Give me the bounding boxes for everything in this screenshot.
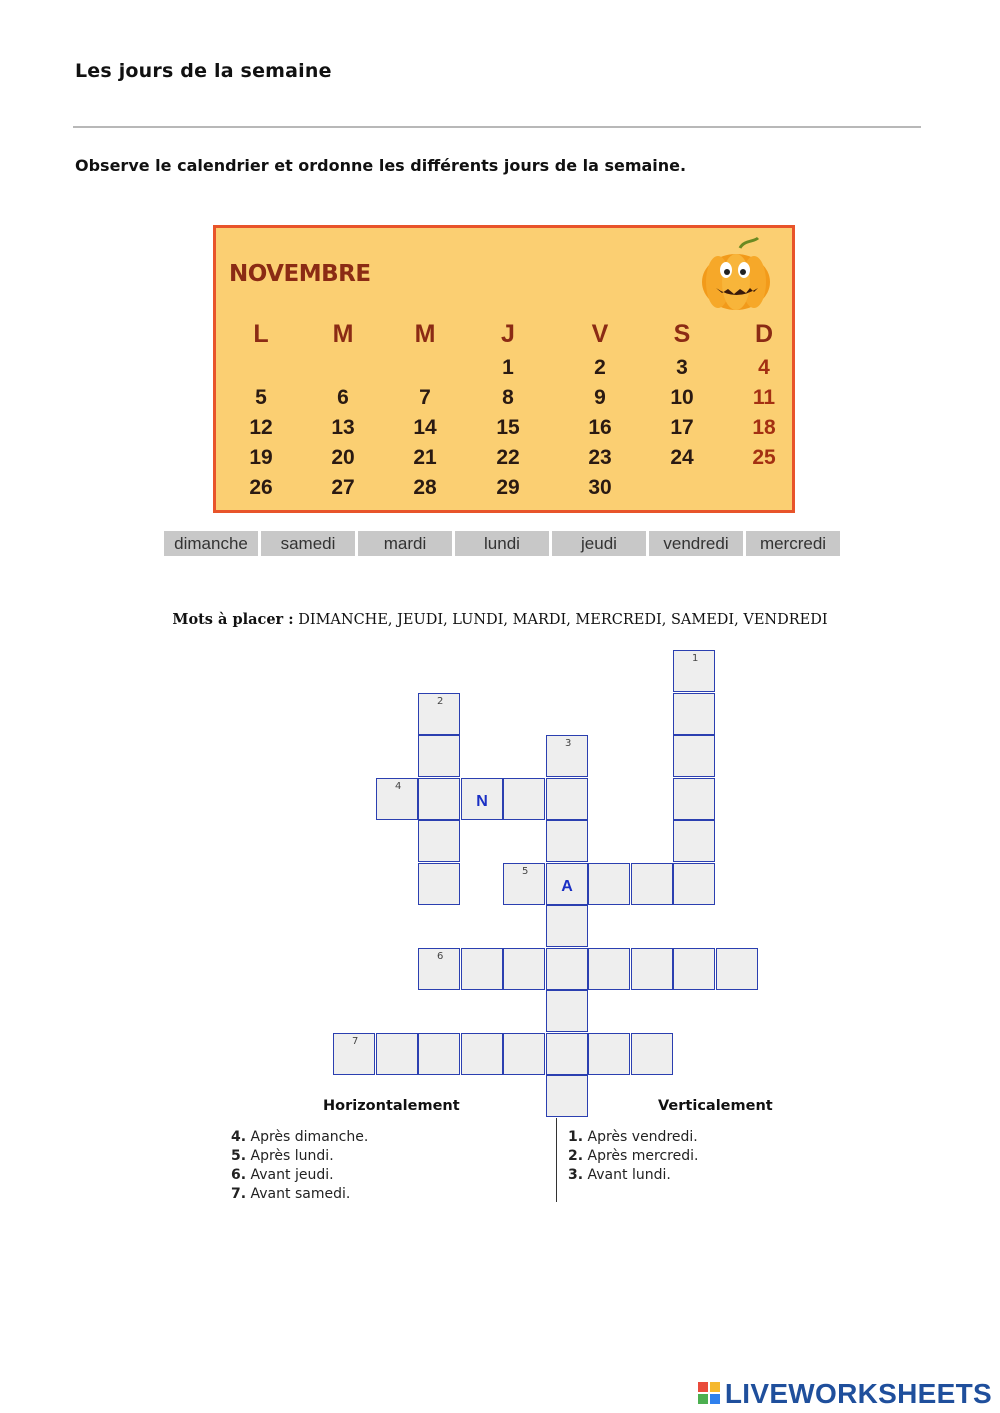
crossword-cell[interactable] — [503, 1033, 545, 1075]
clue-horizontal-7: 7. Avant samedi. — [231, 1186, 351, 1202]
calendar-day: 30 — [588, 476, 612, 499]
crossword-letter-input[interactable] — [632, 864, 672, 904]
drag-word-dimanche[interactable]: dimanche — [164, 531, 258, 556]
crossword-letter-input[interactable] — [334, 1034, 374, 1074]
crossword-given-letter — [547, 864, 587, 904]
crossword-cell — [461, 778, 503, 820]
liveworksheets-logo-icon — [698, 1382, 720, 1404]
crossword-cell[interactable] — [588, 863, 630, 905]
crossword-letter-input[interactable] — [419, 821, 459, 861]
pumpkin-icon — [696, 236, 776, 316]
calendar-weekday-header: J — [501, 320, 515, 348]
crossword-cell[interactable] — [588, 948, 630, 990]
crossword-letter-input[interactable] — [674, 694, 714, 734]
crossword-cell[interactable] — [418, 1033, 460, 1075]
calendar-day: 18 — [752, 416, 776, 439]
crossword-letter-input[interactable] — [504, 949, 544, 989]
crossword-cell[interactable] — [673, 948, 715, 990]
crossword-letter-input[interactable] — [717, 949, 757, 989]
crossword-cell[interactable] — [673, 650, 715, 692]
calendar-day: 22 — [496, 446, 520, 469]
calendar-day: 19 — [249, 446, 273, 469]
crossword-letter-input[interactable] — [419, 779, 459, 819]
brand-name: LIVEWORKSHEETS — [724, 1378, 992, 1409]
crossword-letter-input[interactable] — [462, 949, 502, 989]
crossword-cell — [546, 863, 588, 905]
calendar-weekday-header: V — [591, 320, 609, 348]
horizontal-clues-title: Horizontalement — [323, 1098, 460, 1114]
clues-divider — [556, 1118, 557, 1202]
calendar-day: 5 — [255, 386, 267, 409]
clue-vertical-1: 1. Après vendredi. — [568, 1129, 698, 1145]
november-calendar — [213, 225, 795, 513]
crossword-letter-input[interactable] — [632, 949, 672, 989]
crossword-letter-input[interactable] — [674, 949, 714, 989]
crossword-letter-input[interactable] — [589, 1034, 629, 1074]
crossword-clue-number: 4 — [395, 781, 402, 792]
crossword-letter-input[interactable] — [589, 949, 629, 989]
calendar-day: 24 — [670, 446, 694, 469]
crossword-cell[interactable] — [673, 820, 715, 862]
crossword-letter-input[interactable] — [547, 1034, 587, 1074]
clue-vertical-2: 2. Après mercredi. — [568, 1148, 699, 1164]
drag-word-lundi[interactable]: lundi — [455, 531, 549, 556]
crossword-letter-input[interactable] — [674, 821, 714, 861]
calendar-weekday-header: L — [253, 320, 269, 348]
crossword-letter-input[interactable] — [419, 1034, 459, 1074]
words-to-place — [0, 611, 1000, 628]
draggable-day-words — [164, 531, 841, 556]
clue-vertical-3: 3. Avant lundi. — [568, 1167, 671, 1183]
crossword-cell[interactable] — [503, 778, 545, 820]
crossword-letter-input[interactable] — [419, 736, 459, 776]
crossword-cell[interactable] — [673, 735, 715, 777]
calendar-weekday-header: D — [754, 320, 774, 348]
crossword-cell[interactable] — [631, 1033, 673, 1075]
crossword-letter-input[interactable] — [377, 779, 417, 819]
clue-horizontal-4: 4. Après dimanche. — [231, 1129, 369, 1145]
crossword-cell[interactable] — [418, 693, 460, 735]
crossword-letter-input[interactable] — [547, 736, 587, 776]
crossword-letter-input[interactable] — [504, 864, 544, 904]
crossword-cell[interactable] — [546, 905, 588, 947]
calendar-day: 15 — [496, 416, 520, 439]
crossword-cell[interactable] — [333, 1033, 375, 1075]
vertical-clues-title: Verticalement — [658, 1098, 773, 1114]
crossword-cell[interactable] — [418, 863, 460, 905]
calendar-weekday-header: S — [673, 320, 691, 348]
clue-horizontal-6: 6. Avant jeudi. — [231, 1167, 334, 1183]
calendar-day: 1 — [502, 356, 514, 379]
crossword-clue-number: 1 — [692, 653, 699, 664]
crossword-cell[interactable] — [546, 990, 588, 1032]
calendar-day: 28 — [413, 476, 437, 499]
crossword-cell[interactable] — [673, 778, 715, 820]
crossword-cell[interactable] — [376, 778, 418, 820]
crossword-letter-input[interactable] — [674, 736, 714, 776]
crossword-letter-input[interactable] — [547, 821, 587, 861]
crossword-cell[interactable] — [376, 1033, 418, 1075]
calendar-day: 7 — [419, 386, 431, 409]
calendar-day: 11 — [752, 386, 776, 409]
crossword-cell[interactable] — [503, 863, 545, 905]
instruction-text: Observe le calendrier et ordonne les différents jours de la semaine. — [75, 156, 687, 175]
crossword-letter-input[interactable] — [547, 991, 587, 1031]
calendar-day: 20 — [331, 446, 355, 469]
calendar-day: 2 — [594, 356, 606, 379]
crossword-cell[interactable] — [588, 1033, 630, 1075]
drag-word-vendredi[interactable]: vendredi — [649, 531, 743, 556]
crossword-cell[interactable] — [418, 735, 460, 777]
crossword-cell[interactable] — [716, 948, 758, 990]
calendar-day: 27 — [331, 476, 355, 499]
crossword-letter-input[interactable] — [419, 949, 459, 989]
crossword-given-letter — [462, 779, 502, 819]
crossword-letter-input[interactable] — [419, 694, 459, 734]
drag-word-mercredi[interactable]: mercredi — [746, 531, 840, 556]
crossword-cell[interactable] — [418, 778, 460, 820]
calendar-weekday-header: M — [414, 320, 436, 348]
crossword-cell[interactable] — [546, 778, 588, 820]
crossword-cell[interactable] — [461, 948, 503, 990]
crossword-cell[interactable] — [418, 820, 460, 862]
calendar-day: 17 — [670, 416, 694, 439]
calendar-month: NOVEMBRE — [229, 261, 371, 287]
crossword-letter-input[interactable] — [504, 779, 544, 819]
calendar-day: 14 — [413, 416, 437, 439]
drag-word-jeudi[interactable]: jeudi — [552, 531, 646, 556]
calendar-day: 6 — [337, 386, 349, 409]
drag-word-samedi[interactable]: samedi — [261, 531, 355, 556]
clue-horizontal-5: 5. Après lundi. — [231, 1148, 334, 1164]
crossword-clue-number: 7 — [352, 1036, 359, 1047]
words-to-place-list: DIMANCHE, JEUDI, LUNDI, MARDI, MERCREDI, SAMEDI, VENDREDI — [298, 612, 828, 628]
calendar-day: 10 — [670, 386, 694, 409]
page-title: Les jours de la semaine — [75, 60, 332, 82]
crossword-cell[interactable] — [546, 735, 588, 777]
crossword-cell[interactable] — [461, 1033, 503, 1075]
calendar-day: 21 — [413, 446, 437, 469]
crossword-letter-input[interactable] — [504, 1034, 544, 1074]
crossword-letter-input[interactable] — [547, 906, 587, 946]
crossword-letter-input[interactable] — [674, 651, 714, 691]
calendar-day: 26 — [249, 476, 273, 499]
crossword-cell[interactable] — [546, 820, 588, 862]
crossword-letter-input[interactable] — [547, 779, 587, 819]
crossword-letter-input[interactable] — [377, 1034, 417, 1074]
crossword-cell[interactable] — [673, 863, 715, 905]
calendar-day: 4 — [758, 356, 770, 379]
calendar-day: 25 — [752, 446, 776, 469]
words-to-place-label: Mots à placer : — [172, 611, 294, 628]
crossword-letter-input[interactable] — [674, 864, 714, 904]
crossword-letter-input[interactable] — [674, 779, 714, 819]
drag-word-mardi[interactable]: mardi — [358, 531, 452, 556]
calendar-day: 29 — [496, 476, 520, 499]
crossword-cell[interactable] — [418, 948, 460, 990]
calendar-day: 23 — [588, 446, 612, 469]
crossword-clue-number: 3 — [565, 738, 572, 749]
calendar-day: 3 — [676, 356, 688, 379]
crossword-clue-number: 6 — [437, 951, 444, 962]
crossword-cell[interactable] — [673, 693, 715, 735]
calendar-day: 12 — [249, 416, 273, 439]
crossword-letter-input[interactable] — [632, 1034, 672, 1074]
title-divider — [73, 126, 921, 128]
calendar-day: 16 — [588, 416, 612, 439]
crossword-cell[interactable] — [631, 863, 673, 905]
crossword-clues — [0, 1098, 1000, 1208]
crossword-letter-input[interactable] — [419, 864, 459, 904]
calendar-weekday-header: M — [332, 320, 354, 348]
crossword-letter-input[interactable] — [462, 1034, 502, 1074]
crossword-letter-input[interactable] — [589, 864, 629, 904]
crossword-clue-number: 5 — [522, 866, 529, 877]
crossword-clue-number: 2 — [437, 696, 444, 707]
crossword-cell[interactable] — [546, 948, 588, 990]
crossword-letter-input[interactable] — [547, 949, 587, 989]
crossword-cell[interactable] — [503, 948, 545, 990]
crossword-cell[interactable] — [546, 1033, 588, 1075]
calendar-day: 8 — [502, 386, 514, 409]
calendar-day: 13 — [331, 416, 355, 439]
crossword-cell[interactable] — [631, 948, 673, 990]
calendar-day: 9 — [594, 386, 606, 409]
